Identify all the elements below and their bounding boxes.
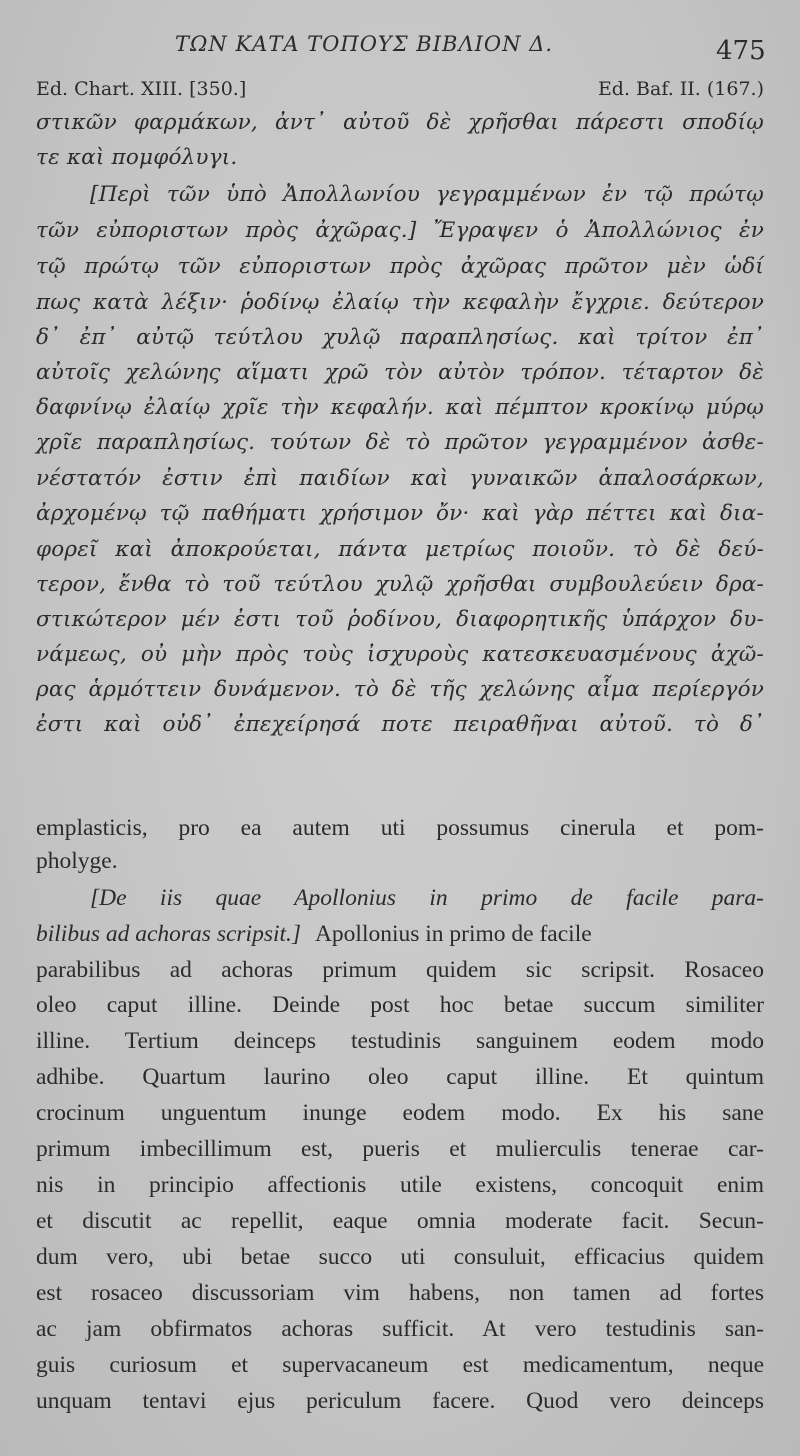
latin-section-heading: bilibus ad achoras scripsit.] [36,921,302,947]
latin-text-line: crocinum unguentum inunge eodem modo. Ex his sane [36,1100,764,1126]
latin-text-line: et discutit ac repellit, eaque omnia moderate facit. Secun- [36,1208,764,1234]
page-number: 475 [716,36,766,66]
greek-text-line: δ᾽ ἐπ᾽ αὐτῷ τεύτλου χυλῷ παραπλησίως. καὶ τρίτον ἐπ᾽ [36,325,764,350]
edition-reference-basel: Ed. Baf. II. (167.) [597,78,764,100]
greek-section-heading: [Περὶ τῶν ὑπὸ Ἀπολλωνίου γεγραμμένων ἐν τῷ πρώτῳ [90,182,764,207]
edition-reference-chartier: Ed. Chart. XIII. [350.] [36,78,247,100]
latin-text-line: illine. Tertium deinceps testudinis sanguinem eodem modo [36,1028,764,1054]
greek-text-line: πως κατὰ λέξιν· ῥοδίνῳ ἐλαίῳ τὴν κεφαλὴν ἔγχριε. δεύτερον [36,290,764,315]
greek-text-line: φορεῖ καὶ ἀποκρούεται, πάντα μετρίως ποιοῦν. τὸ δὲ δεύ- [36,537,764,562]
latin-text-line: parabilibus ad achoras primum quidem sic scripsit. Rosaceo [36,957,764,983]
latin-text-line: emplasticis, pro ea autem uti possumus cinerula et pom- [36,815,764,841]
greek-text-line: ἀρχομένῳ τῷ παθήματι χρήσιμον ὄν· καὶ γὰρ πέττει καὶ δια- [36,501,764,526]
latin-text-line: pholyge. [36,848,118,874]
greek-text-line: τῷ πρώτῳ τῶν εὐποριστων πρὸς ἀχῶρας πρῶτον μὲν ὡδί [36,254,764,279]
latin-text-line: nis in principio affectionis utile existens, concoquit enim [36,1172,764,1198]
latin-text-line: est rosaceo discussoriam vim habens, non tamen ad fortes [36,1280,764,1306]
latin-text-line: Apollonius in primo de facile [314,921,592,947]
latin-section-heading: [De iis quae Apollonius in primo de facile para- [90,885,764,911]
greek-text-line: νέστατόν ἐστιν ἐπὶ παιδίων καὶ γυναικῶν ἁπαλοσάρκων, [36,466,764,491]
latin-text-line: guis curiosum et supervacaneum est medicamentum, neque [36,1352,764,1378]
greek-text-line: νάμεως, οὐ μὴν πρὸς τοὺς ἰσχυροὺς κατεσκευασμένους ἀχῶ- [36,642,764,667]
latin-text-line: primum imbecillimum est, pueris et mulierculis tenerae car- [36,1136,764,1162]
greek-text-line: τῶν εὐποριστων πρὸς ἀχῶρας.] Ἔγραψεν ὁ Ἀπολλώνιος ἐν [36,218,764,243]
greek-text-line: δαφνίνῳ ἐλαίῳ χρῖε τὴν κεφαλήν. καὶ πέμπτον κροκίνῳ μύρῳ [36,395,764,420]
running-title: ΤΩΝ ΚΑΤΑ ΤΟΠΟΥΣ ΒΙΒΛΙΟΝ Δ. [175,32,554,56]
latin-text-line: oleo caput illine. Deinde post hoc betae succum similiter [36,992,764,1018]
greek-text-line: τε καὶ πομφόλυγι. [36,145,238,170]
greek-text-line: στικῶν φαρμάκων, ἀντ᾽ αὐτοῦ δὲ χρῆσθαι πάρεστι σποδίῳ [36,110,764,135]
latin-text-line: ac jam obfirmatos achoras sufficit. At vero testudinis san- [36,1316,764,1342]
greek-text-line: χρῖε παραπλησίως. τούτων δὲ τὸ πρῶτον γεγραμμένον ἀσθε- [36,430,764,455]
greek-text-line: ρας ἁρμόττειν δυνάμενον. τὸ δὲ τῆς χελώνης αἷμα περίεργόν [36,677,764,702]
greek-text-line: τερον, ἔνθα τὸ τοῦ τεύτλου χυλῷ χρῆσθαι συμβουλεύειν δρα- [36,572,764,597]
greek-text-line: αὐτοῖς χελώνης αἵματι χρῶ τὸν αὐτὸν τρόπον. τέταρτον δὲ [36,360,764,385]
latin-text-line: dum vero, ubi betae succo uti consuluit, efficacius quidem [36,1244,764,1270]
latin-text-line: unquam tentavi ejus periculum facere. Quod vero deinceps [36,1388,764,1414]
latin-text-line: adhibe. Quartum laurino oleo caput illine. Et quintum [36,1064,764,1090]
greek-text-line: στικώτερον μέν ἐστι τοῦ ῥοδίνου, διαφορητικῆς ὑπάρχον δυ- [36,607,764,632]
greek-text-line: ἐστι καὶ οὐδ᾽ ἐπεχείρησά ποτε πειραθῆναι αὐτοῦ. τὸ δ᾽ [36,712,764,737]
